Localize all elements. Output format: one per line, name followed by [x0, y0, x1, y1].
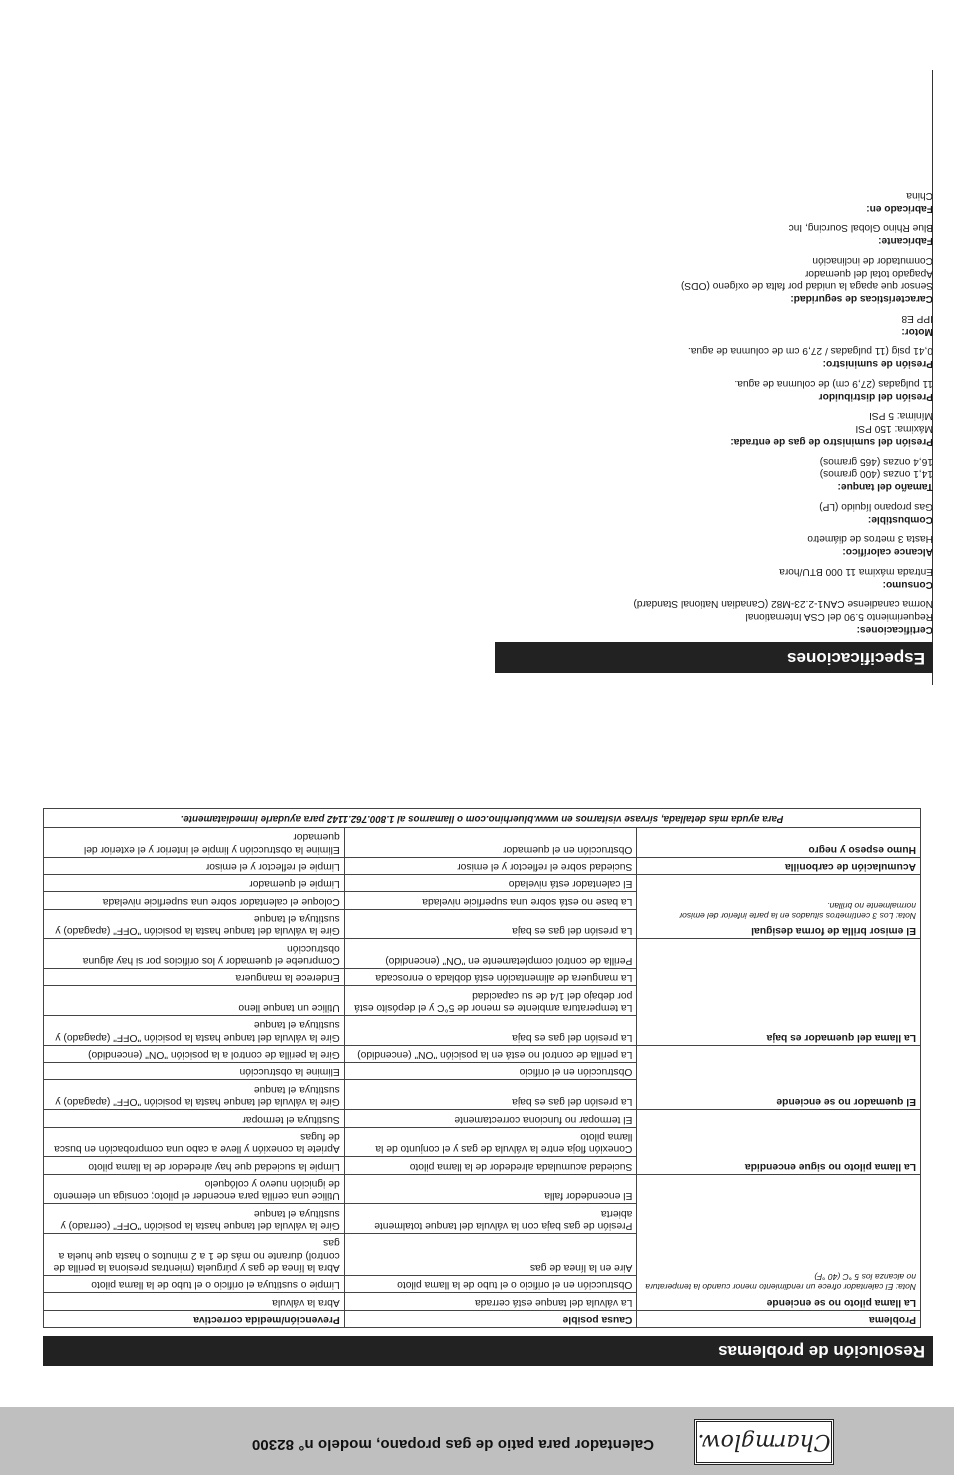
- specifications-list: [493, 181, 933, 635]
- fix-cell: Apriete la conexión y lleve a cabo una comprobación en busca de fugas: [44, 1127, 345, 1157]
- problem-cell: [637, 875, 921, 939]
- problem-text: El emisor brilla de forma desigual: [751, 925, 916, 937]
- fix-cell: Elimine la obstrucción y limpie el interior y el exterior del quemador: [44, 828, 345, 858]
- problem-text: La llama del quemador es baja: [766, 1031, 916, 1043]
- spec-item: [493, 221, 933, 247]
- troubleshooting-heading: Resolución de problemas: [43, 1336, 933, 1366]
- cause-cell: La presión del gas es baja: [344, 909, 637, 939]
- cause-cell: Aire en la línea de gas: [344, 1233, 637, 1275]
- table-row: [44, 1016, 921, 1046]
- fix-cell: Elimine la obstrucción: [44, 1063, 345, 1080]
- cause-cell: La manguera de alimentación está doblada o enroscada: [344, 969, 637, 986]
- fix-cell: Sustituya el termopar: [44, 1110, 345, 1127]
- spec-value: Sensor que apaga la unidad por falta de oxígeno (ODS): [680, 280, 933, 292]
- spec-item: [493, 188, 933, 214]
- table-row: [44, 1080, 921, 1110]
- document-title: Calentador para patio de gas propano, modelo n° 82300: [251, 1436, 654, 1453]
- problem-cell: [637, 857, 921, 874]
- cause-cell: El encendedor falla: [344, 1174, 637, 1204]
- spec-item: [493, 311, 933, 337]
- table-row: [44, 1157, 921, 1174]
- brand-logo-text: Charmglow.: [697, 1429, 831, 1455]
- help-row: [44, 809, 921, 828]
- cause-cell: El termopar no funciona correctamente: [344, 1110, 637, 1127]
- spec-value: Apagado total del quemador: [804, 267, 933, 279]
- spec-label: Combustible:: [867, 513, 933, 525]
- spec-value: Conmutador de inclinación: [812, 255, 933, 266]
- spec-item: [493, 454, 933, 492]
- table-row: [44, 857, 921, 874]
- spec-value: Blue Rhino Global Sourcing, Inc: [788, 222, 933, 234]
- brand-logo: [694, 1419, 834, 1465]
- spec-label: Certificaciones:: [856, 624, 933, 635]
- spec-value: IPP E8: [901, 313, 933, 324]
- problem-text: La llama piloto no sigue encendida: [744, 1160, 916, 1172]
- table-row: [44, 909, 921, 939]
- cause-cell: Conexión floja entre la válvula de gas y el conjunto de la llama piloto: [344, 1127, 637, 1157]
- problem-note: Nota: Los 3 centímetros situados en la parte inferior del emisor normalmente no brillan.: [679, 900, 916, 922]
- cause-cell: La presión del gas es baja: [344, 1016, 637, 1046]
- cause-cell: La temperatura ambiente es menor de 5°C y el depósito está por debajo del 1/4 de su capacidad: [344, 986, 637, 1016]
- help-text: Para ayuda más detallada, sírvase visitarnos en www.bluerhino.com o llamarnos al 1.800.762.1142 para ayudarle inmediatamente.: [44, 809, 921, 828]
- spec-value: Máxima: 150 PSI: [855, 423, 933, 435]
- fix-cell: Gire la válvula del tanque hasta la posición "OFF" (apagado) y sustituya el tanque: [44, 1016, 345, 1046]
- fix-cell: Enderece la manguera: [44, 969, 345, 986]
- fix-cell: Coloque el calentador sobre una superficie nivelada: [44, 892, 345, 909]
- fix-cell: Limpie o sustituya el orificio o el tubo de la llama piloto: [44, 1275, 345, 1292]
- problem-text: La llama piloto no se enciende: [766, 1296, 916, 1308]
- problem-cell: [637, 939, 921, 1045]
- table-row: [44, 828, 921, 858]
- spec-value: 16,4 onzas (465 gramos): [819, 455, 933, 467]
- cause-cell: La perilla de control no está en la posición "ON" (encendido): [344, 1045, 637, 1062]
- table-header-row: [44, 1310, 921, 1327]
- fix-cell: Gire la perilla de control a la posición "ON" (encendido): [44, 1045, 345, 1062]
- column-header-fix: Prevención/medida correctiva: [44, 1310, 345, 1327]
- spec-label: Tamaño del tanque:: [837, 481, 933, 493]
- specifications-heading: Especificaciones: [495, 642, 933, 673]
- problem-cell: [637, 1110, 921, 1174]
- spec-value: Gas propano líquido (LP): [819, 501, 933, 512]
- spec-value: China: [906, 190, 933, 201]
- spec-label: Presión del distribuidor: [818, 390, 933, 402]
- spec-value: Hasta 3 metros de diámetro: [807, 533, 933, 545]
- problem-text: Humo espeso y negro: [808, 843, 916, 855]
- fix-cell: Abra la línea de gas y púrguela (mientras presiona la perilla de control) durante no más de 1 a 2 minutos o hasta que huela a gas: [44, 1233, 345, 1275]
- spec-item: [493, 376, 933, 402]
- fix-cell: Limpie el quemador: [44, 875, 345, 892]
- cause-cell: La válvula del tanque está cerrada: [344, 1293, 637, 1310]
- cause-cell: El calentador está nivelado: [344, 875, 637, 892]
- cause-cell: Obstrucción en el quemador: [344, 828, 637, 858]
- spec-label: Motor:: [901, 325, 933, 337]
- fix-cell: Utilice un tanque lleno: [44, 986, 345, 1016]
- spec-label: Fabricante:: [878, 235, 933, 247]
- fix-cell: Abra la válvula: [44, 1293, 345, 1310]
- fix-cell: Gire la válvula del tanque hasta la posición "OFF" (apagado) y sustituya el tanque: [44, 1080, 345, 1110]
- problem-cell: [637, 1045, 921, 1109]
- spec-item: [493, 409, 933, 447]
- spec-value: Entrada máxima 11 000 BTU/hora: [779, 566, 933, 577]
- fix-cell: Gire la válvula del tanque hasta la posición "OFF" (apagado) y sustituya el tanque: [44, 909, 345, 939]
- cause-cell: Suciedad sobre el reflector y el emisor: [344, 857, 637, 874]
- fix-cell: Compruebe el quemador y los orificios por si hay alguna obstrucción: [44, 939, 345, 969]
- spec-label: Consumo:: [882, 578, 933, 590]
- spec-label: Fabricado en:: [866, 202, 933, 214]
- spec-item: [493, 344, 933, 370]
- spec-value: 14,1 onzas (400 gramos): [819, 468, 933, 480]
- spec-value: Mínima: 5 PSI: [869, 410, 933, 422]
- fix-cell: Utilice una cerilla para encender el piloto; consiga un elemento de ignición nuevo y colóquelo: [44, 1174, 345, 1204]
- column-header-problem: Problema: [637, 1310, 921, 1327]
- fix-cell: Limpie el reflector y el emisor: [44, 857, 345, 874]
- problem-text: Acumulación de carbonilla: [784, 861, 916, 873]
- cause-cell: Presión de gas baja con la válvula del tanque totalmente abierta: [344, 1204, 637, 1234]
- spec-label: Alcance calorífico:: [842, 546, 933, 558]
- troubleshooting-table: [43, 808, 921, 1328]
- troubleshooting-body: [44, 828, 921, 1311]
- spec-value: 11 pulgadas (27,9 cm) de columna de agua.: [734, 378, 933, 389]
- cause-cell: La presión del gas es baja: [344, 1080, 637, 1110]
- problem-text: El quemador no se enciende: [776, 1096, 916, 1108]
- cause-cell: Suciedad acumulada alrededor de la llama piloto: [344, 1157, 637, 1174]
- spec-value: Norma canadiense CAN1-2.23-M82 (Canadian National Standard): [633, 598, 933, 610]
- table-row: [44, 1293, 921, 1310]
- cause-cell: Perilla de control completamente en "ON" (encendido): [344, 939, 637, 969]
- fix-cell: Limpie la suciedad que hay alrededor de la llama piloto: [44, 1157, 345, 1174]
- spec-label: Características de seguridad:: [790, 293, 933, 305]
- problem-cell: [637, 828, 921, 858]
- column-header-cause: Causa posible: [344, 1310, 637, 1327]
- spec-item: [493, 253, 933, 304]
- spec-label: Presión del suministro de gas de entrada:: [730, 436, 933, 447]
- problem-note: Nota: El calentador ofrece un rendimiento menor cuando la temperatura no alcanza los 5 °C (40 °F): [645, 1272, 916, 1293]
- cause-cell: La base no está sobre una superficie nivelada: [344, 892, 637, 909]
- spec-label: Presión de suministro:: [822, 358, 933, 370]
- problem-cell: [637, 1174, 921, 1310]
- spec-value: 0,41 psig (11 pulgadas / 27,9 cm de columna de agua.: [687, 345, 933, 357]
- spec-item: [493, 532, 933, 558]
- spec-item: [493, 597, 933, 635]
- fix-cell: Gire la válvula del tanque hasta la posición "OFF" (cerrado) y sustituya el tanque: [44, 1204, 345, 1234]
- spec-item: [493, 499, 933, 525]
- cause-cell: Obstrucción en el orificio: [344, 1063, 637, 1080]
- spec-item: [493, 564, 933, 590]
- cause-cell: Obstrucción en el orificio o el tubo de la llama piloto: [344, 1275, 637, 1292]
- header-bar: [0, 1407, 954, 1475]
- spec-value: Requerimiento 5.90 del CSA International: [745, 611, 933, 623]
